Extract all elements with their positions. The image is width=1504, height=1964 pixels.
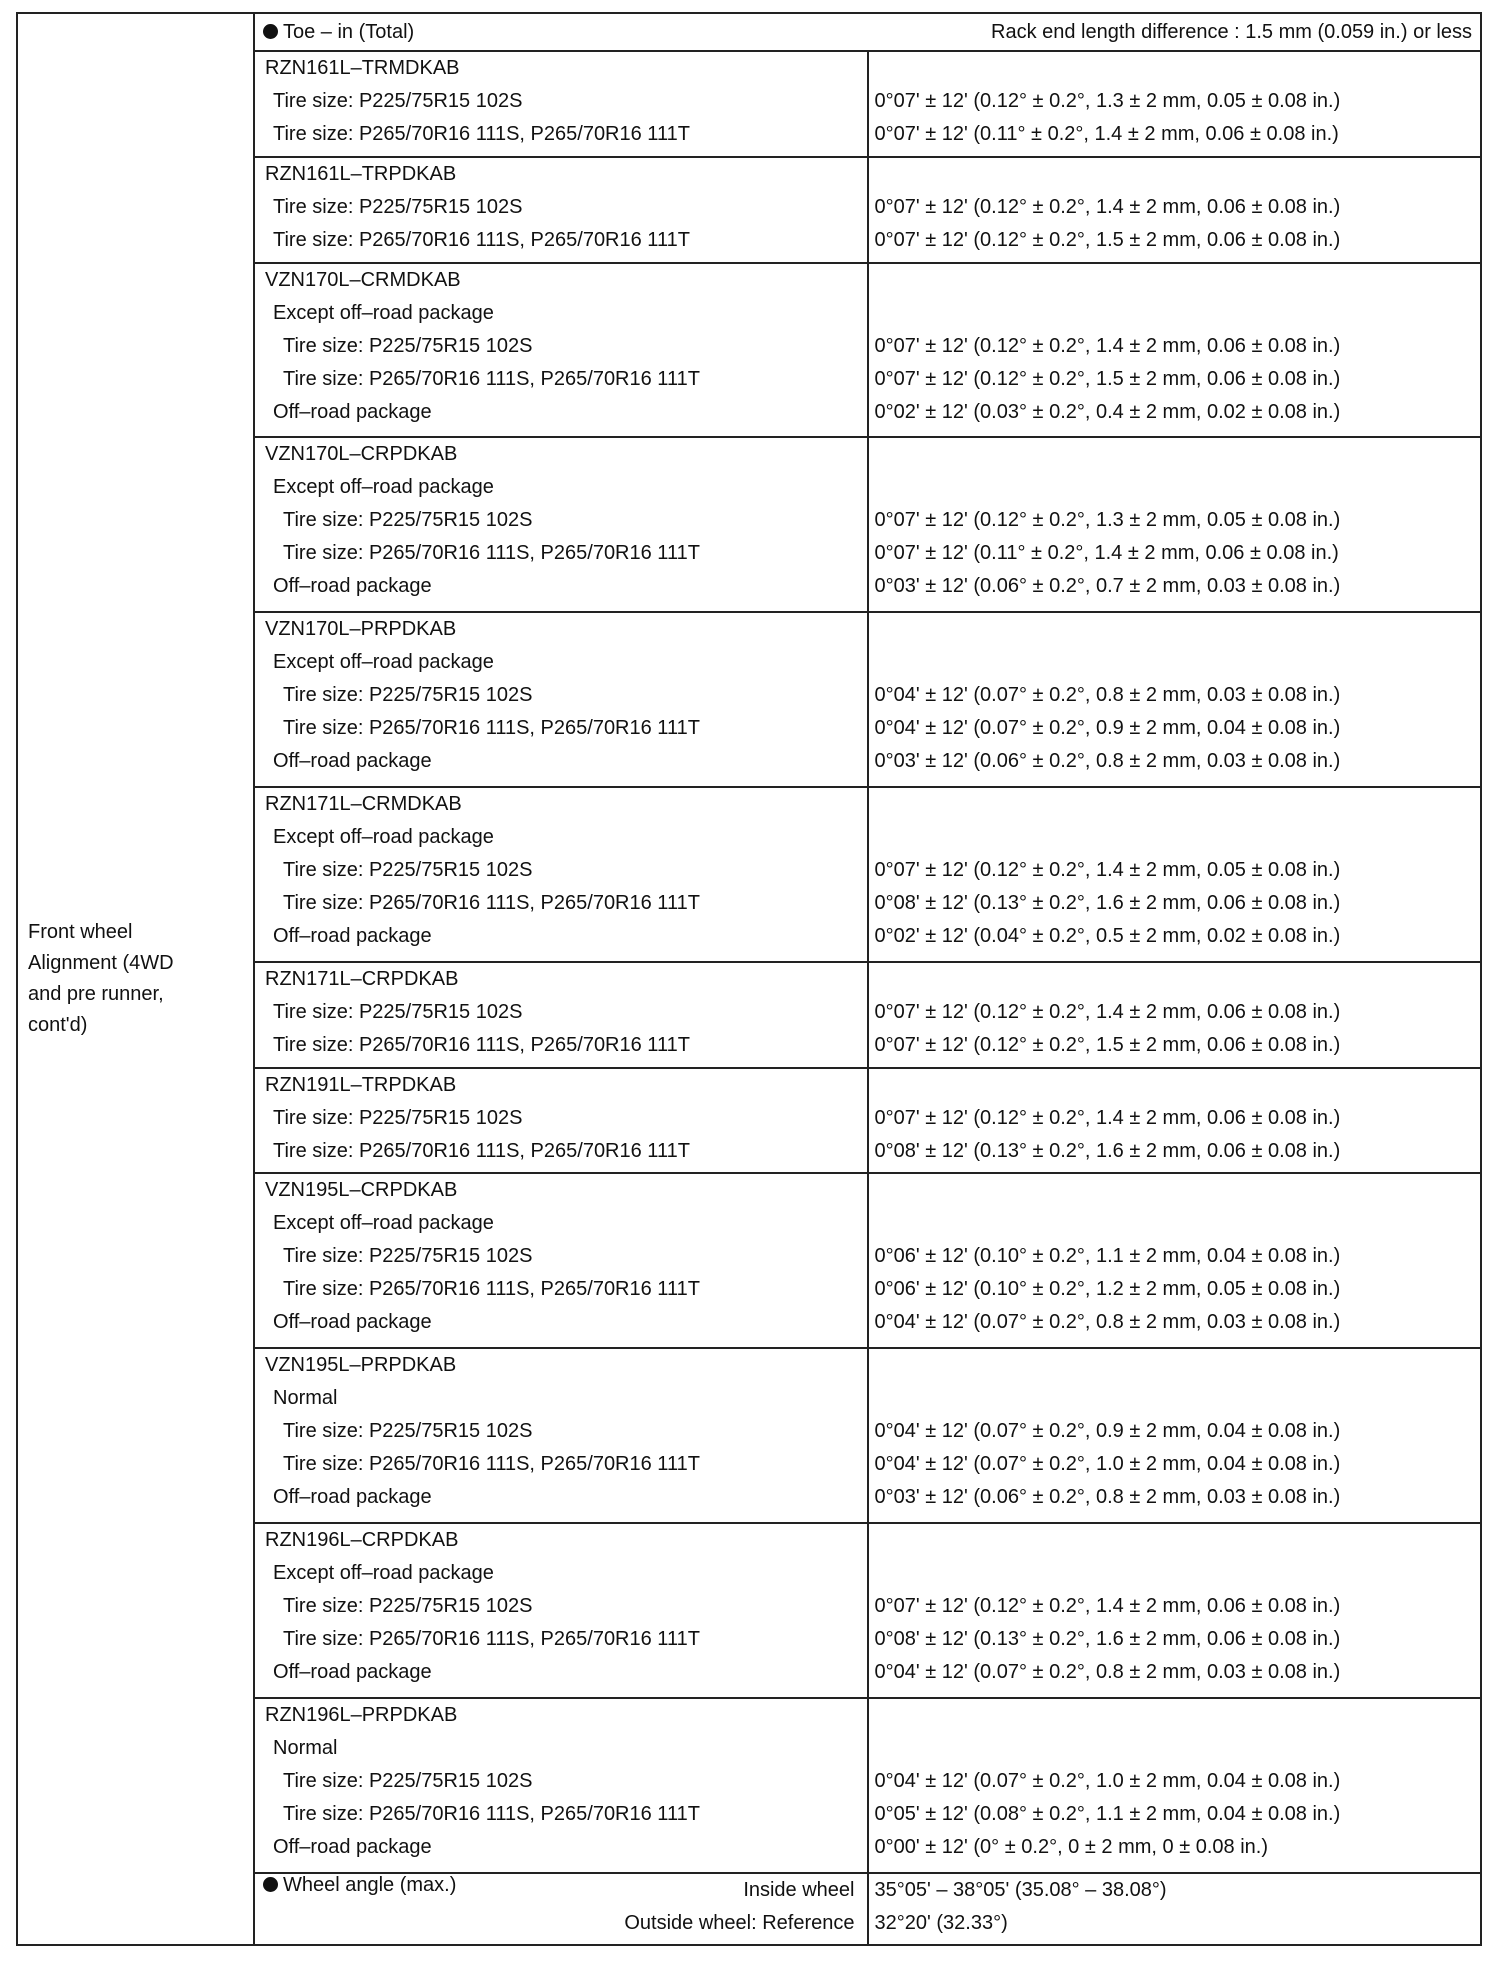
tire-size-label: Tire size: P265/70R16 111S, P265/70R16 111T (283, 1453, 700, 1476)
outside-wheel-value: 32°20' (32.33°) (874, 1912, 1008, 1934)
package-label: Except off–road package (273, 476, 494, 499)
package-label: Except off–road package (273, 301, 494, 324)
model-group-value-cell (868, 1173, 1482, 1348)
toe-in-value: 0°07' ± 12' (0.12° ± 0.2°, 1.5 ± 2 mm, 0.06 ± 0.08 in.) (874, 367, 1341, 390)
model-code: RZN161L–TRMDKAB (265, 57, 460, 79)
model-code: RZN196L–CRPDKAB (265, 1529, 459, 1552)
toe-in-value: 0°06' ± 12' (0.10° ± 0.2°, 1.2 ± 2 mm, 0.05 ± 0.08 in.) (874, 1278, 1341, 1301)
tire-size-label: Tire size: P265/70R16 111S, P265/70R16 111T (283, 1803, 700, 1826)
section-label-line: cont'd) (28, 1014, 88, 1036)
model-group-value-cell (868, 157, 1482, 263)
tire-size-label: Tire size: P225/75R15 102S (283, 859, 533, 882)
toe-in-value: 0°08' ± 12' (0.13° ± 0.2°, 1.6 ± 2 mm, 0.06 ± 0.08 in.) (874, 892, 1341, 915)
rack-end-note: Rack end length difference : 1.5 mm (0.059 in.) or less (991, 20, 1472, 43)
toe-in-value: 0°04' ± 12' (0.07° ± 0.2°, 0.8 ± 2 mm, 0.03 ± 0.08 in.) (874, 684, 1341, 707)
model-code: VZN195L–PRPDKAB (265, 1354, 457, 1377)
toe-in-value: 0°02' ± 12' (0.04° ± 0.2°, 0.5 ± 2 mm, 0.02 ± 0.08 in.) (874, 925, 1341, 948)
offroad-package-label: Off–road package (273, 1661, 432, 1684)
toe-in-value: 0°00' ± 12' (0° ± 0.2°, 0 ± 2 mm, 0 ± 0.08 in.) (874, 1836, 1268, 1859)
empty-value (869, 788, 1481, 821)
toe-in-value: 0°06' ± 12' (0.10° ± 0.2°, 1.1 ± 2 mm, 0.04 ± 0.08 in.) (874, 1245, 1341, 1268)
tire-size-label: Tire size: P265/70R16 111S, P265/70R16 111T (273, 123, 690, 145)
tire-size-label: Tire size: P225/75R15 102S (283, 334, 533, 357)
toe-in-value: 0°07' ± 12' (0.12° ± 0.2°, 1.5 ± 2 mm, 0.06 ± 0.08 in.) (874, 228, 1341, 251)
empty-value (869, 158, 1481, 191)
tire-size-label: Tire size: P225/75R15 102S (273, 1106, 523, 1129)
inside-wheel-value: 35°05' – 38°05' (35.08° – 38.08°) (874, 1879, 1167, 1901)
tire-size-label: Tire size: P225/75R15 102S (273, 90, 523, 112)
outside-wheel-label: Outside wheel: Reference (624, 1912, 855, 1934)
tire-size-label: Tire size: P225/75R15 102S (283, 1420, 533, 1443)
toe-in-value: 0°04' ± 12' (0.07° ± 0.2°, 0.8 ± 2 mm, 0.03 ± 0.08 in.) (874, 1311, 1341, 1334)
toe-in-value: 0°07' ± 12' (0.12° ± 0.2°, 1.4 ± 2 mm, 0.06 ± 0.08 in.) (874, 1595, 1341, 1618)
toe-in-value: 0°07' ± 12' (0.12° ± 0.2°, 1.4 ± 2 mm, 0.06 ± 0.08 in.) (874, 195, 1341, 218)
model-group-label-cell (254, 1348, 868, 1523)
toe-in-header-row (17, 13, 1481, 51)
toe-in-value: 0°04' ± 12' (0.07° ± 0.2°, 0.8 ± 2 mm, 0.03 ± 0.08 in.) (874, 1661, 1341, 1684)
tire-size-label: Tire size: P225/75R15 102S (283, 1245, 533, 1268)
empty-value (869, 1732, 1481, 1765)
model-group-label-cell (254, 157, 868, 263)
toe-in-title: Toe – in (Total) (283, 20, 415, 43)
model-group-label-cell (254, 1068, 868, 1174)
offroad-package-label: Off–road package (273, 1486, 432, 1509)
package-label: Except off–road package (273, 826, 494, 849)
model-group-label-cell (254, 437, 868, 612)
empty-value (869, 52, 1481, 85)
empty-value (869, 1699, 1481, 1732)
offroad-package-label: Off–road package (273, 750, 432, 773)
tire-size-label: Tire size: P225/75R15 102S (273, 195, 523, 218)
toe-in-value: 0°08' ± 12' (0.13° ± 0.2°, 1.6 ± 2 mm, 0.06 ± 0.08 in.) (874, 1139, 1341, 1162)
model-code: VZN195L–CRPDKAB (265, 1179, 458, 1202)
model-group-value-cell (868, 962, 1482, 1068)
model-code: VZN170L–PRPDKAB (265, 618, 457, 641)
toe-in-header-cell (254, 13, 1481, 51)
toe-in-value: 0°02' ± 12' (0.03° ± 0.2°, 0.4 ± 2 mm, 0.02 ± 0.08 in.) (874, 400, 1341, 423)
offroad-package-label: Off–road package (273, 1836, 432, 1859)
section-label-line: Alignment (4WD (28, 952, 174, 974)
empty-value (869, 264, 1481, 297)
section-label-line: and pre runner, (28, 983, 164, 1005)
model-code: RZN171L–CRPDKAB (265, 967, 459, 990)
toe-in-value: 0°07' ± 12' (0.12° ± 0.2°, 1.3 ± 2 mm, 0.05 ± 0.08 in.) (874, 509, 1341, 532)
tire-size-label: Tire size: P225/75R15 102S (283, 509, 533, 532)
toe-in-value: 0°04' ± 12' (0.07° ± 0.2°, 0.9 ± 2 mm, 0.04 ± 0.08 in.) (874, 717, 1341, 740)
empty-value (869, 1069, 1481, 1102)
section-label-line: Front wheel (28, 921, 133, 943)
model-group-value-cell (868, 437, 1482, 612)
toe-in-value: 0°03' ± 12' (0.06° ± 0.2°, 0.8 ± 2 mm, 0.03 ± 0.08 in.) (874, 1486, 1341, 1509)
model-group-label-cell (254, 612, 868, 787)
empty-value (869, 1382, 1481, 1415)
tire-size-label: Tire size: P265/70R16 111S, P265/70R16 111T (283, 542, 700, 565)
toe-in-value: 0°05' ± 12' (0.08° ± 0.2°, 1.1 ± 2 mm, 0.04 ± 0.08 in.) (874, 1803, 1341, 1826)
model-code: RZN191L–TRPDKAB (265, 1073, 457, 1096)
model-group-label-cell (254, 1173, 868, 1348)
tire-size-label: Tire size: P225/75R15 102S (283, 1770, 533, 1793)
wheel-angle-label-cell (254, 1873, 868, 1945)
tire-size-label: Tire size: P265/70R16 111S, P265/70R16 111T (283, 892, 700, 915)
toe-in-value: 0°04' ± 12' (0.07° ± 0.2°, 1.0 ± 2 mm, 0.04 ± 0.08 in.) (874, 1453, 1341, 1476)
tire-size-label: Tire size: P265/70R16 111S, P265/70R16 111T (283, 717, 700, 740)
offroad-package-label: Off–road package (273, 400, 432, 423)
toe-in-value: 0°07' ± 12' (0.12° ± 0.2°, 1.4 ± 2 mm, 0.06 ± 0.08 in.) (874, 1106, 1341, 1129)
model-group-value-cell (868, 1068, 1482, 1174)
model-group-label-cell (254, 263, 868, 438)
empty-value (869, 963, 1481, 996)
tire-size-label: Tire size: P225/75R15 102S (273, 1000, 523, 1023)
toe-in-value: 0°07' ± 12' (0.12° ± 0.2°, 1.5 ± 2 mm, 0.06 ± 0.08 in.) (874, 1033, 1341, 1056)
toe-in-value: 0°04' ± 12' (0.07° ± 0.2°, 0.9 ± 2 mm, 0.04 ± 0.08 in.) (874, 1420, 1341, 1443)
toe-in-value: 0°07' ± 12' (0.12° ± 0.2°, 1.4 ± 2 mm, 0.06 ± 0.08 in.) (874, 1000, 1341, 1023)
model-group-value-cell (868, 612, 1482, 787)
empty-value (869, 821, 1481, 854)
toe-in-value: 0°07' ± 12' (0.12° ± 0.2°, 1.3 ± 2 mm, 0.05 ± 0.08 in.) (874, 90, 1341, 112)
toe-in-value: 0°03' ± 12' (0.06° ± 0.2°, 0.8 ± 2 mm, 0.03 ± 0.08 in.) (874, 750, 1341, 773)
offroad-package-label: Off–road package (273, 925, 432, 948)
tire-size-label: Tire size: P265/70R16 111S, P265/70R16 111T (283, 367, 700, 390)
package-label: Except off–road package (273, 1212, 494, 1235)
toe-in-value: 0°03' ± 12' (0.06° ± 0.2°, 0.7 ± 2 mm, 0.03 ± 0.08 in.) (874, 575, 1341, 598)
toe-in-value: 0°07' ± 12' (0.12° ± 0.2°, 1.4 ± 2 mm, 0.06 ± 0.08 in.) (874, 334, 1341, 357)
model-group-value-cell (868, 1523, 1482, 1698)
model-code: VZN170L–CRPDKAB (265, 443, 458, 466)
bullet-icon (263, 24, 278, 39)
model-group-label-cell (254, 962, 868, 1068)
toe-in-value: 0°04' ± 12' (0.07° ± 0.2°, 1.0 ± 2 mm, 0.04 ± 0.08 in.) (874, 1770, 1341, 1793)
tire-size-label: Tire size: P225/75R15 102S (283, 684, 533, 707)
tire-size-label: Tire size: P265/70R16 111S, P265/70R16 111T (283, 1278, 700, 1301)
model-group-label-cell (254, 51, 868, 157)
model-group-value-cell (868, 263, 1482, 438)
empty-value (869, 1174, 1481, 1207)
inside-wheel-label: Inside wheel (743, 1879, 855, 1901)
empty-value (869, 646, 1481, 679)
tire-size-label: Tire size: P225/75R15 102S (283, 1595, 533, 1618)
model-group-label-cell (254, 1523, 868, 1698)
toe-in-value: 0°07' ± 12' (0.11° ± 0.2°, 1.4 ± 2 mm, 0.06 ± 0.08 in.) (874, 542, 1339, 565)
package-label: Except off–road package (273, 1562, 494, 1585)
toe-in-value: 0°08' ± 12' (0.13° ± 0.2°, 1.6 ± 2 mm, 0.06 ± 0.08 in.) (874, 1628, 1341, 1651)
toe-in-value: 0°07' ± 12' (0.12° ± 0.2°, 1.4 ± 2 mm, 0.05 ± 0.08 in.) (874, 859, 1341, 882)
model-group-value-cell (868, 787, 1482, 962)
tire-size-label: Tire size: P265/70R16 111S, P265/70R16 111T (283, 1628, 700, 1651)
offroad-package-label: Off–road package (273, 1311, 432, 1334)
tire-size-label: Tire size: P265/70R16 111S, P265/70R16 111T (273, 1033, 690, 1056)
empty-value (869, 1207, 1481, 1240)
offroad-package-label: Off–road package (273, 575, 432, 598)
empty-value (869, 1557, 1481, 1590)
wheel-angle-value-cell (868, 1873, 1482, 1945)
empty-value (869, 1524, 1481, 1557)
model-code: VZN170L–CRMDKAB (265, 268, 461, 291)
wheel-angle-title: Wheel angle (max.) (283, 1874, 457, 1896)
empty-value (869, 438, 1481, 471)
bullet-icon (263, 1877, 278, 1892)
model-group-label-cell (254, 787, 868, 962)
alignment-spec-table (16, 12, 1482, 1946)
package-label: Except off–road package (273, 651, 494, 674)
empty-value (869, 1349, 1481, 1382)
empty-value (869, 297, 1481, 330)
model-code: RZN161L–TRPDKAB (265, 162, 457, 185)
model-group-value-cell (868, 51, 1482, 157)
package-label: Normal (273, 1737, 338, 1760)
model-code: RZN196L–PRPDKAB (265, 1704, 458, 1727)
model-group-value-cell (868, 1698, 1482, 1873)
section-label-cell (17, 13, 254, 1945)
model-group-value-cell (868, 1348, 1482, 1523)
model-code: RZN171L–CRMDKAB (265, 793, 462, 816)
tire-size-label: Tire size: P265/70R16 111S, P265/70R16 111T (273, 1139, 690, 1162)
toe-in-value: 0°07' ± 12' (0.11° ± 0.2°, 1.4 ± 2 mm, 0.06 ± 0.08 in.) (874, 123, 1339, 145)
package-label: Normal (273, 1387, 338, 1410)
empty-value (869, 471, 1481, 504)
tire-size-label: Tire size: P265/70R16 111S, P265/70R16 111T (273, 228, 690, 251)
empty-value (869, 613, 1481, 646)
model-group-label-cell (254, 1698, 868, 1873)
